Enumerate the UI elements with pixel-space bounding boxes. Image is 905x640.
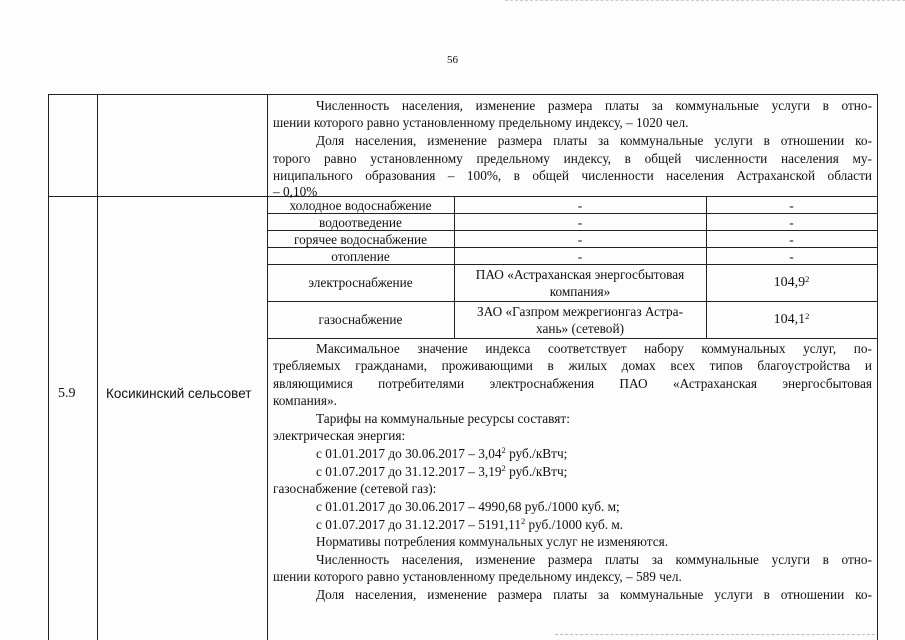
body-line: Численность населения, изменение размера платы за коммунальные услуги в отно- xyxy=(316,552,872,567)
tariffs-title: Тарифы на коммунальные ресурсы составят: xyxy=(316,411,570,426)
services-row-line xyxy=(267,301,878,302)
top-text-line: Численность населения, изменение размера платы за коммунальные услуги в отно- xyxy=(316,98,872,113)
service-index: 104,9$^2$ xyxy=(773,274,810,290)
page-number: 56 xyxy=(447,54,458,66)
service-index: - xyxy=(789,215,794,230)
service-name: отопление xyxy=(331,249,390,264)
body-line: требляемых гражданами, проживающими в жилых домах всех типов благоустройства и xyxy=(273,358,872,373)
tariff-line: с 01.07.2017 до 31.12.2017 – 5191,11$^2$ руб./1000 куб. м. xyxy=(316,516,624,532)
body-line: являющимися потребителями электроснабжения ПАО «Астраханская энергосбытовая xyxy=(273,376,872,391)
service-name: холодное водоснабжение xyxy=(289,198,432,213)
service-index: - xyxy=(789,198,794,213)
service-provider: - xyxy=(577,215,583,230)
service-provider: - xyxy=(577,198,583,213)
row-number: 5.9 xyxy=(58,386,76,401)
tariff-line: с 01.01.2017 до 30.06.2017 – 3,04$^2$ руб./кВтч; xyxy=(316,445,568,461)
gas-title: газоснабжение (сетевой газ): xyxy=(273,481,437,496)
table-border-top xyxy=(48,94,878,95)
service-name: электроснабжение xyxy=(308,275,413,290)
scan-artifact-top xyxy=(505,0,905,9)
service-name: газоснабжение xyxy=(318,312,403,327)
top-text-line: торого равно установленному предельному индексу, в общей численности населения му- xyxy=(273,151,872,166)
service-provider: ПАО «Астраханская энергосбытовая компания» xyxy=(475,267,685,299)
body-line: Максимальное значение индекса соответствует набору коммунальных услуг, по- xyxy=(316,341,872,356)
service-index: - xyxy=(789,232,794,247)
service-provider: ЗАО «Газпром межрегионгаз Астра- хань» (сетевой) xyxy=(476,304,684,336)
data-table xyxy=(48,94,878,640)
col-divider-1 xyxy=(97,94,98,640)
municipality-name: Косикинский сельсовет xyxy=(106,386,252,401)
service-provider: - xyxy=(577,249,583,264)
service-name: горячее водоснабжение xyxy=(294,232,427,247)
table-border-left xyxy=(48,94,49,640)
body-line: шении которого равно установленному предельному индексу, – 589 чел. xyxy=(273,569,682,584)
electric-title: электрическая энергия: xyxy=(273,428,406,443)
tariff-line: с 01.07.2017 до 31.12.2017 – 3,19$^2$ руб./кВтч; xyxy=(316,463,568,479)
top-text-line: шении которого равно установленному предельному индексу, – 1020 чел. xyxy=(273,115,689,130)
body-line: компания». xyxy=(273,393,337,408)
service-name: водоотведение xyxy=(319,215,402,230)
scan-artifact-bottom xyxy=(555,634,875,636)
service-provider: - xyxy=(577,232,583,247)
services-row-line xyxy=(267,338,878,339)
top-text-line: Доля населения, изменение размера платы за коммунальные услуги в отношении ко- xyxy=(316,133,872,148)
tariff-line: с 01.01.2017 до 30.06.2017 – 4990,68 руб./1000 куб. м; xyxy=(316,499,620,514)
table-border-right xyxy=(877,94,878,640)
body-line: Доля населения, изменение размера платы за коммунальные услуги в отношении ко- xyxy=(316,587,872,602)
col-divider-2 xyxy=(267,94,268,640)
service-index: 104,1$^2$ xyxy=(773,311,810,327)
top-text-line: – 0,10% xyxy=(273,184,318,199)
norms-line: Нормативы потребления коммунальных услуг не изменяются. xyxy=(316,534,669,549)
top-text-line: ниципального образования – 100%, в общей численности населения Астраханской области xyxy=(273,168,872,183)
service-index: - xyxy=(789,249,794,264)
